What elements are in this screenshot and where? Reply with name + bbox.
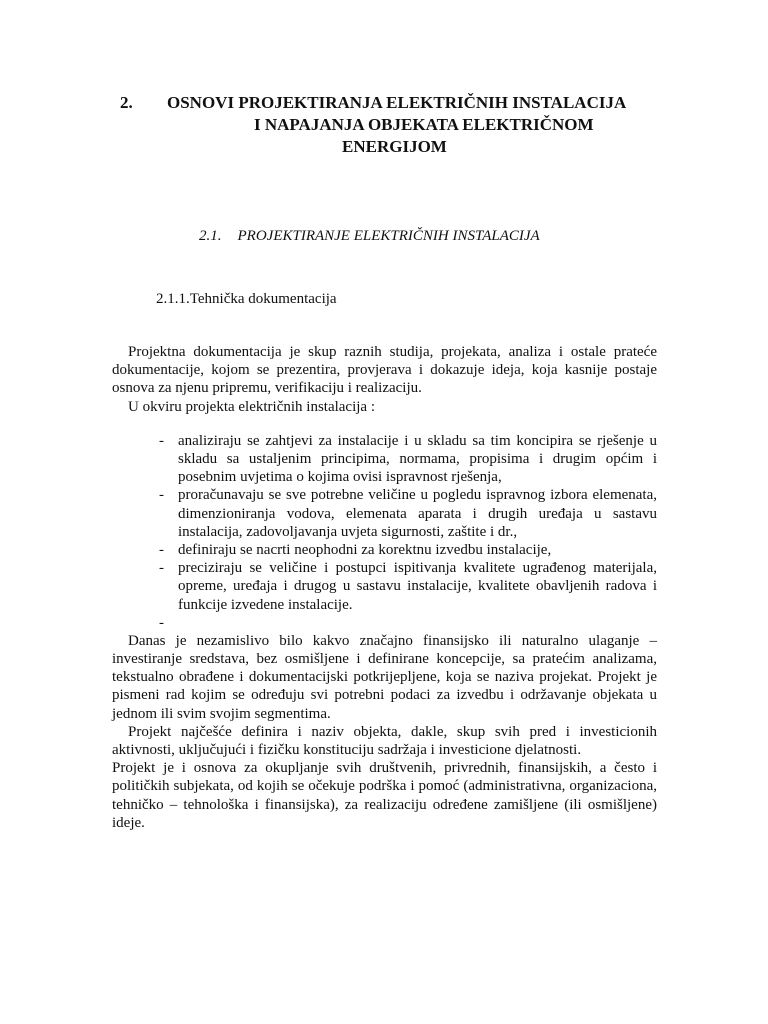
list-item bbox=[112, 559, 657, 614]
section-number: 2.1. bbox=[199, 228, 222, 244]
section-title: PROJEKTIRANJE ELEKTRIČNIH INSTALACIJA bbox=[237, 228, 540, 244]
body-text bbox=[112, 343, 657, 832]
list-dash: - bbox=[159, 542, 164, 559]
paragraph-2: Danas je nezamislivo bilo kakvo značajno finansijsko ili naturalno ulaganje – investiranje sredstava, bez osmišljene i definirane koncepcije, sa pratećim analizama, tekstualno obrađene i dokumentacijski potkrijepljene, koja se naziva projekat. Projekt je pismeni rad kojim se određuju svi potrebni podaci za izvedbu i održavanje objekata u jednom ili svim svojim segmentima. bbox=[112, 632, 657, 722]
chapter-title-line-2: I NAPAJANJA OBJEKATA ELEKTRIČNOM bbox=[254, 115, 594, 134]
list-dash: - bbox=[159, 487, 164, 504]
list-item-text: preciziraju se veličine i postupci ispitivanja kvalitete ugrađenog materijala, opreme, uređaja i drugog u sastavu instalacije, kvalitete obavljenih radova i funkcije izvedene instalacije. bbox=[178, 560, 657, 613]
list-item-text: analiziraju se zahtjevi za instalacije i u skladu sa tim koncipira se rješenje u skladu sa ustaljenim principima, normama, propisima i drugim općim i posebnim uvjetima o kojima ovisi ispravnost rješenja, bbox=[178, 432, 657, 486]
chapter-title-line-1: OSNOVI PROJEKTIRANJA ELEKTRIČNIH INSTALACIJA bbox=[167, 93, 627, 112]
chapter-number: 2. bbox=[120, 93, 133, 112]
list-item-empty bbox=[112, 614, 657, 632]
list-dash: - bbox=[159, 560, 164, 577]
list-intro: U okviru projekta električnih instalacija : bbox=[128, 398, 376, 415]
list-item-text: definiraju se nacrti neophodni za korektnu izvedbu instalacije, bbox=[178, 542, 552, 559]
list-item bbox=[112, 432, 657, 487]
list-item-text: proračunavaju se sve potrebne veličine u pogledu ispravnog izbora elemenata, dimenzioniranja vodova, elemenata aparata i drugih uređaja u sastavu instalacija, zadovoljavanja uvjeta sigurnosti, zaštite i dr., bbox=[178, 487, 657, 540]
bullet-list bbox=[112, 432, 657, 632]
list-dash: - bbox=[159, 614, 164, 631]
paragraph-4: Projekt je i osnova za okupljanje svih društvenih, privrednih, finansijskih, a često i političkih subjekata, od kojih se očekuje podrška i pomoć (administrativna, organizaciona, tehničko – tehnološka i finansijska), za realizaciju određene zamišljene (ili osmišljene) ideje. bbox=[112, 760, 657, 831]
list-item bbox=[112, 541, 657, 559]
paragraph-3: Projekt najčešće definira i naziv objekta, dakle, skup svih pred i investicionih aktivnosti, uključujući i fizičku konstituciju sadržaja i investicione djelatnosti. bbox=[112, 723, 657, 759]
paragraph-1: Projektna dokumentacija je skup raznih studija, projekata, analiza i ostale prateće dokumentacije, kojom se prezentira, provjerava i dokazuje ideja, koja kasnije postaje osnova za njenu pripremu, verifikaciju i realizaciju. bbox=[112, 344, 657, 397]
list-dash: - bbox=[159, 432, 164, 449]
list-item bbox=[112, 486, 657, 541]
subsection-heading: 2.1.1.Tehnička dokumentacija bbox=[156, 291, 337, 307]
section-heading bbox=[199, 225, 540, 247]
chapter-title-line-3: ENERGIJOM bbox=[342, 137, 447, 156]
